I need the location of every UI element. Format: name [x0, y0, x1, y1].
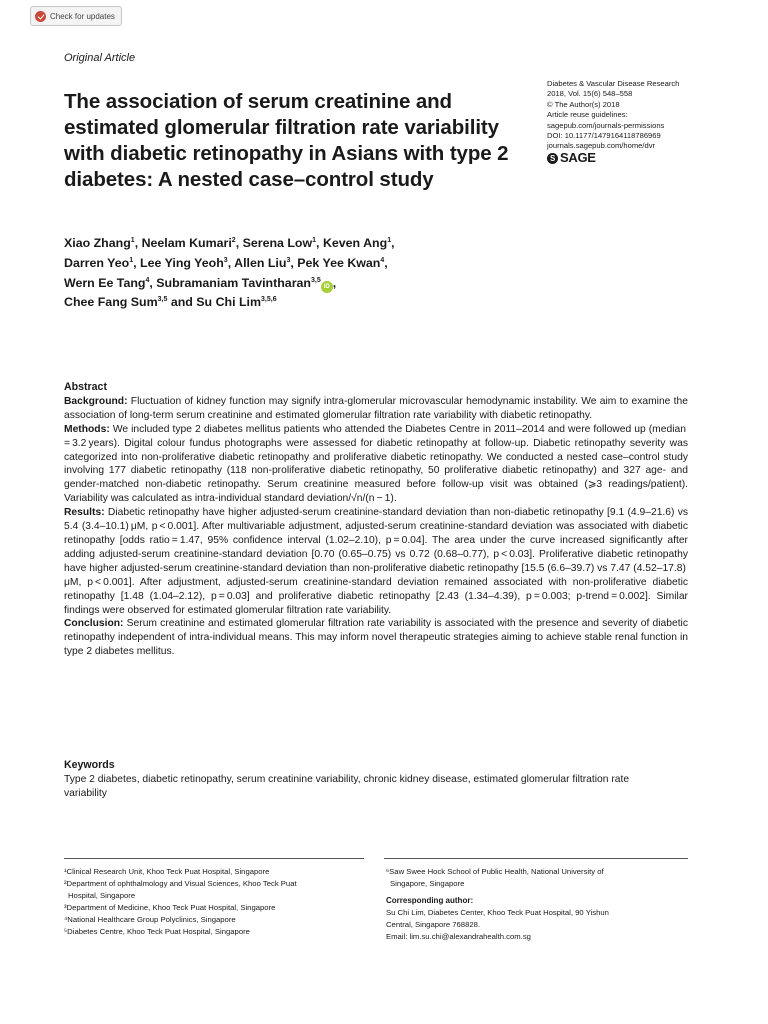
author-name: Keven Ang — [322, 236, 388, 250]
affiliation-line: ⁵Diabetes Centre, Khoo Teck Puat Hospital, Singapore — [64, 927, 250, 936]
results-label: Results: — [64, 507, 105, 519]
affiliation-line: ⁶Saw Swee Hock School of Public Health, National University of — [386, 867, 604, 876]
author-affiliation-marker: 1 — [129, 256, 134, 264]
journal-info — [547, 79, 747, 164]
author-separator: , — [384, 255, 388, 270]
author-name: Chee Fang Sum — [64, 295, 158, 310]
background-text: Fluctuation of kidney function may signify intra-glomerular microvascular hemodynamic instability. We aim to examine the association of long-term serum creatinine and estimated glomerular filtration rate variability with diabetic retinopathy. — [64, 395, 688, 421]
copyright: © The Author(s) 2018 — [547, 99, 620, 109]
author-name: Subramaniam Tavintharan — [156, 275, 311, 290]
corresponding-line: Central, Singapore 768828. — [386, 920, 481, 929]
check-updates-icon — [35, 11, 46, 22]
methods-text: We included type 2 diabetes mellitus patients who attended the Diabetes Centre in 2011–2014 and were followed up (median = 3.2 years). Digital colour fundus photographs were assessed for diabetic retinopathy at follow-up. Diabetic retinopathy severity was categorized into non-proliferative diabetic retinopathy and proliferative diabetic retinopathy. We conducted a nested case–control study involving 177 diabetic retinopathy (118 non-proliferative diabetic retinopathy, 50 proliferative diabetic retinopathy) and 327 age- and gender-matched non-diabetic retinopathy. Serum creatinine measured before follow-up visit was obtained (⩾3 readings/patient). Variability was calculated as intra-individual standard deviation/√n/(n − 1). — [64, 423, 688, 505]
author-separator: and — [167, 295, 197, 310]
author-name: Darren Yeo — [64, 255, 130, 270]
author-separator: , — [149, 275, 157, 290]
author-affiliation-marker: 1 — [387, 236, 392, 244]
author-affiliation-marker: 3,5 — [310, 276, 321, 284]
author-affiliation-marker: 3,5 — [157, 296, 168, 304]
check-for-updates-label: Check for updates — [50, 11, 115, 21]
journal-home-link[interactable]: journals.sagepub.com/home/dvr — [547, 141, 656, 151]
journal-name: Diabetes & Vascular Disease Research — [547, 79, 680, 88]
background-label: Background: — [64, 395, 128, 407]
author-affiliation-marker: 3,5,6 — [261, 296, 277, 304]
reuse-label: Article reuse guidelines: — [547, 110, 628, 120]
abstract-conclusion — [64, 617, 688, 659]
orcid-icon[interactable]: iD — [321, 281, 333, 293]
article-title: The association of serum creatinine and estimated glomerular filtration rate variability with diabetic retinopathy in Asians with type 2 diabetes: A nested case–control study — [64, 90, 509, 191]
author-separator: , — [290, 255, 298, 270]
affiliation-line: ²Department of ophthalmology and Visual Sciences, Khoo Teck Puat — [64, 879, 297, 888]
author-name: Wern Ee Tang — [64, 275, 146, 290]
affiliation-line: Hospital, Singapore — [68, 891, 136, 900]
abstract-results — [64, 506, 688, 617]
author-separator: , — [133, 255, 140, 270]
affiliation-line: ¹Clinical Research Unit, Khoo Teck Puat Hospital, Singapore — [64, 867, 270, 876]
affiliations-left — [64, 866, 364, 938]
author-name: Lee Ying Yeoh — [140, 255, 224, 270]
affiliations-right — [386, 866, 686, 943]
author-name: Neelam Kumari — [141, 236, 232, 250]
author-affiliation-marker: 1 — [130, 236, 135, 244]
author-separator: , — [316, 236, 323, 250]
journal-volume: 2018, Vol. 15(6) 548–558 — [547, 89, 633, 99]
author-affiliation-marker: 1 — [312, 236, 317, 244]
affiliations-right-list — [386, 866, 686, 890]
author-name: Xiao Zhang — [64, 236, 131, 250]
conclusion-label: Conclusion: — [64, 618, 124, 630]
abstract-background — [64, 395, 688, 423]
affiliation-line: ³Department of Medicine, Khoo Teck Puat Hospital, Singapore — [64, 903, 276, 912]
footnote-divider-right — [384, 858, 688, 859]
author-separator: , — [134, 236, 142, 250]
author-separator: , — [391, 236, 395, 250]
author-affiliation-marker: 2 — [231, 236, 236, 244]
author-name: Pek Yee Kwan — [297, 255, 381, 270]
sage-logo-icon: S — [547, 153, 558, 164]
article-type: Original Article — [64, 52, 136, 64]
abstract — [64, 381, 688, 659]
footnote-divider-left — [64, 858, 364, 859]
keywords — [64, 759, 664, 801]
author-affiliation-marker: 4 — [145, 276, 150, 284]
check-for-updates-button[interactable] — [30, 6, 122, 26]
doi-link[interactable]: DOI: 10.1177/1479164118786969 — [547, 131, 661, 141]
affiliation-line: ⁴National Healthcare Group Polyclinics, Singapore — [64, 915, 236, 924]
corresponding-heading: Corresponding author: — [386, 896, 474, 905]
author-separator: , — [227, 255, 235, 270]
methods-label: Methods: — [64, 423, 110, 435]
author-affiliation-marker: 3 — [223, 256, 228, 264]
permissions-link[interactable]: sagepub.com/journals-permissions — [547, 120, 665, 130]
author-name: Allen Liu — [234, 255, 287, 270]
author-affiliation-marker: 3 — [286, 256, 291, 264]
publisher-name: SAGE — [560, 150, 596, 166]
keywords-heading: Keywords — [64, 759, 115, 771]
author-name: Serena Low — [242, 236, 313, 250]
abstract-methods — [64, 423, 688, 506]
conclusion-text: Serum creatinine and estimated glomerular filtration rate variability is associated with the presence and severity of diabetic retinopathy independent of intra-individual means. This may inform novel therapeutic strategies aiming to achieve stable renal function in type 2 diabetes mellitus. — [64, 618, 688, 658]
publisher-logo — [547, 150, 747, 166]
keywords-text: Type 2 diabetes, diabetic retinopathy, serum creatinine variability, chronic kidney disease, estimated glomerular filtration rate variability — [64, 773, 630, 799]
corresponding-line: Su Chi Lim, Diabetes Center, Khoo Teck Puat Hospital, 90 Yishun — [386, 908, 609, 917]
author-affiliation-marker: 4 — [380, 256, 385, 264]
author-list — [64, 234, 534, 313]
results-text: Diabetic retinopathy have higher adjusted-serum creatinine-standard deviation than non-diabetic retinopathy [9.1 (4.9–21.6) vs 5.4 (3.4–10.1) μM, p < 0.001]. After multivariable adjustment, adjusted-serum creatinine-standard deviation was associated with diabetic retinopathy [odds ratio = 1.47, 95% confidence interval (1.02–2.10), p = 0.04]. The area under the curve increased significantly after adding adjusted-serum creatinine-standard deviation [0.70 (0.65–0.75) vs 0.72 (0.68–0.77), p < 0.03]. Proliferative diabetic retinopathy have higher adjusted-serum creatinine-standard deviation than non-proliferative diabetic retinopathy [15.5 (6.6–39.7) vs 7.47 (4.52–17.8) μM, p < 0.001]. After adjustment, adjusted-serum creatinine-standard deviation remained associated with non-proliferative diabetic retinopathy [1.48 (1.04–2.12), p = 0.03] and proliferative diabetic retinopathy [2.43 (1.34–4.39), p = 0.003; p-trend = 0.002]. Similar findings were observed for estimated glomerular filtration rate variability. — [64, 507, 688, 616]
author-separator: , — [235, 236, 243, 250]
abstract-heading: Abstract — [64, 381, 107, 393]
author-separator: , — [332, 275, 337, 290]
affiliation-line: Singapore, Singapore — [390, 879, 465, 888]
author-name: Su Chi Lim — [196, 295, 262, 310]
corresponding-email[interactable]: Email: lim.su.chi@alexandrahealth.com.sg — [386, 932, 531, 941]
